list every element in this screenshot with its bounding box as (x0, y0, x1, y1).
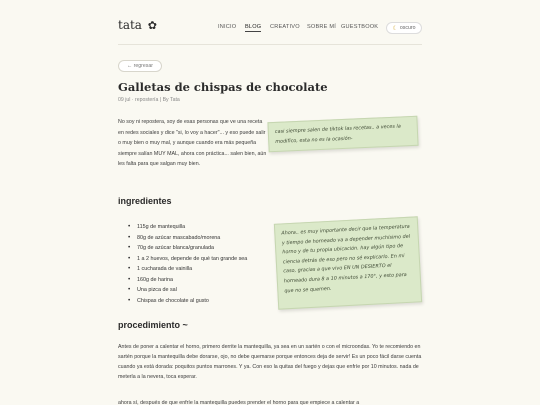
ingredients-heading: ingredientes (118, 196, 172, 206)
list-item: • 160g de harina (128, 277, 247, 288)
procedure-heading: procedimiento ~ (118, 320, 188, 330)
list-item: • 1 cucharada de vainilla (128, 266, 247, 277)
dark-mode-label: oscuro (399, 25, 416, 31)
procedure-paragraph-2: ahora sí, después de que enfríe la mantequilla puedes prender el horno para que empiece a calentar a (118, 400, 360, 405)
dark-mode-toggle[interactable] (386, 22, 422, 34)
flower-icon: ✿ (147, 19, 157, 32)
list-item: • Chispas de chocolate al gusto (128, 298, 247, 309)
post-meta: 09 jul · repostería | By Tata (118, 97, 180, 103)
nav-guestbook[interactable]: GUESTBOOK (341, 24, 379, 30)
post-title: Galletas de chispas de chocolate (118, 80, 328, 94)
list-item: • Una pizca de sal (128, 287, 247, 298)
header-divider (118, 44, 422, 45)
nav-creativo[interactable]: CREATIVO (270, 24, 300, 30)
back-button[interactable]: ← regresar (118, 60, 162, 72)
procedure-paragraph: Antes de poner a calentar el horno, primero derrite la mantequilla, ya sea en un sartén o con el microondas. Yo te recomiendo en sartén porque la mantequilla debe dorarse, ojo, no debe quemarse porque entonces deja de servir! Es un poco fácil darse cuenta cuando ya está dorada: poquitos puntos marrones. Y ya. Con eso la quitas del fuego y dejas que enfríe por 10 minutos. nada de meterla a la nevera, toca esperar. (118, 344, 422, 380)
nav-inicio[interactable]: INICIO (218, 24, 237, 30)
list-item: • 1 a 2 huevos, depende de qué tan grande sea (128, 256, 247, 267)
sticky-note-recipe-source: casi siempre salen de tiktok las recetas.. a veces la modifico, esta no es la ocasión- (267, 116, 418, 153)
list-item: • 80g de azúcar mascabado/morena (128, 235, 247, 246)
site-title-text: tata (118, 18, 142, 32)
list-item: • 70g de azúcar blanca/granulada (128, 245, 247, 256)
nav-sobre-mi[interactable]: SOBRE MÍ (307, 24, 336, 30)
nav-blog[interactable]: BLOG (245, 24, 262, 30)
moon-icon: ☾ (392, 25, 398, 32)
site-title[interactable] (118, 18, 157, 32)
sticky-note-baking-temperature: Ahora.. es muy importante decir que la temperatura y tiempo de horneado va a depender muchísimo del horno y de tu propia ubicación. hay algún tipo de ciencia detrás de eso pero no sé explicarlo. En mi caso, gracias a que vivo EN UN DESIERTO el horneado dura 8 a 10 minutos a 170°, y esto para que no se quemen. (274, 216, 422, 309)
ingredients-list (128, 224, 247, 308)
intro-paragraph: No soy ni repostera, soy de esas personas que ve una receta en redes sociales y dice "si, lo voy a hacer"... y eso puede salir o muy bien o muy mal, y aunque cuando era más pequeña siempre salían MUY MAL, ahora con práctica... salen bien, aún les falta para que salgan muy bien. (118, 119, 267, 168)
list-item: • 115g de mantequilla (128, 224, 247, 235)
